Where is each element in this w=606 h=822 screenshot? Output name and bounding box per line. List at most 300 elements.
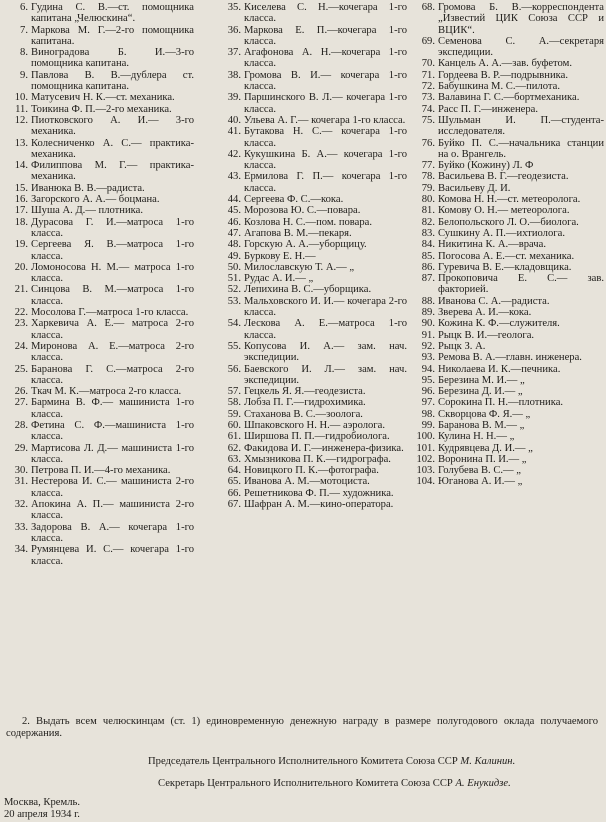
item-text: Буйко П. С.—начальника станции на о. Врангель. xyxy=(438,137,604,160)
item-text: Синцова В. М.—матроса 1-го класса. xyxy=(31,284,194,307)
item-number: 72. xyxy=(421,81,435,93)
item-text: Васильева В. Г.—геодезиста. xyxy=(438,171,569,183)
list-item xyxy=(408,443,604,454)
item-number: 10. xyxy=(14,92,28,104)
list-item xyxy=(217,465,407,476)
item-number: 59. xyxy=(227,408,241,420)
item-number: 93. xyxy=(421,352,435,364)
item-number: 84. xyxy=(421,239,435,251)
item-text: Рыцк З. А. xyxy=(438,340,486,352)
item-number: 78. xyxy=(421,171,435,183)
item-text: Расс П. Г.—инженера. xyxy=(438,103,539,115)
item-number: 86. xyxy=(421,261,435,273)
list-item xyxy=(4,138,194,161)
item-number: 81. xyxy=(421,205,435,217)
list-item xyxy=(408,194,604,205)
item-number: 87. xyxy=(421,273,435,285)
item-text: Буйко (Кожину) Л. Ф xyxy=(438,160,534,172)
item-number: 54. xyxy=(227,318,241,330)
item-text: Мосолова Г.—матроса 1-го класса. xyxy=(31,307,189,319)
item-text: Задорова В. А.— кочегара 1-го класса. xyxy=(31,521,194,544)
item-text: Ткач М. К.—матроса 2-го класса. xyxy=(31,386,182,398)
list-item xyxy=(408,307,604,318)
item-text: Сорокина П. Н.—плотника. xyxy=(438,397,564,409)
list-item xyxy=(4,397,194,420)
item-text: Морозова Ю. С.—повара. xyxy=(244,205,361,217)
item-text: Гецкель Я. Я.—геодезиста. xyxy=(244,386,366,398)
item-text: Новицкого П. К.—фотографа. xyxy=(244,465,379,477)
list-item xyxy=(217,25,407,48)
item-number: 21. xyxy=(14,284,28,296)
list-column-1 xyxy=(4,2,194,567)
item-text: Шпаковского Н. Н.— аэролога. xyxy=(244,419,386,431)
item-number: 24. xyxy=(14,340,28,352)
item-number: 99. xyxy=(421,419,435,431)
item-number: 82. xyxy=(421,216,435,228)
list-item xyxy=(4,205,194,216)
item-text: Гордеева В. Р.—подрывника. xyxy=(438,69,568,81)
item-text: Громова Б. В.—корреспондента „Известий ЦИК Союза ССР и ВЦИК“. xyxy=(438,2,604,36)
list-item xyxy=(4,284,194,307)
item-text: Агапова В. М.—пекаря. xyxy=(244,227,352,239)
item-text: Горскую А. А.—уборщицу. xyxy=(244,239,367,251)
list-item xyxy=(4,183,194,194)
item-number: 94. xyxy=(421,363,435,375)
item-number: 25. xyxy=(14,363,28,375)
item-number: 35. xyxy=(227,2,241,13)
list-item xyxy=(217,2,407,25)
item-text: Сушкину А. П.—ихтиолога. xyxy=(438,227,565,239)
item-text: Голубева В. С.— „ xyxy=(438,465,521,477)
item-number: 74. xyxy=(421,103,435,115)
item-number: 11. xyxy=(15,103,28,115)
item-text: Рудас А. И.— „ xyxy=(244,273,314,285)
item-number: 36. xyxy=(227,24,241,36)
item-text: Копусова И. А.— зам. нач. экспедиции. xyxy=(244,340,407,364)
item-number: 70. xyxy=(421,58,435,70)
item-text: Харкевича А. Е.— матроса 2-го класса. xyxy=(31,318,194,341)
item-number: 57. xyxy=(227,386,241,398)
item-text: Березина Д. И.— „ xyxy=(438,386,523,398)
item-text: Баевского И. Л.— зам. нач. экспедиции. xyxy=(244,363,407,386)
item-number: 61. xyxy=(227,431,241,443)
item-number: 7. xyxy=(20,24,28,36)
item-text: Маркова Е. П.—кочегара 1-го класса. xyxy=(244,24,407,47)
list-item xyxy=(408,296,604,307)
item-text: Загорского А. А.— боцмана. xyxy=(31,194,160,206)
item-text: Нестерова И. С.— машиниста 2-го класса. xyxy=(31,476,194,499)
item-number: 55. xyxy=(227,340,241,352)
list-item xyxy=(217,171,407,194)
list-item xyxy=(4,465,194,476)
list-item xyxy=(408,375,604,386)
list-item xyxy=(408,420,604,431)
item-number: 49. xyxy=(227,250,241,262)
list-item xyxy=(408,81,604,92)
item-number: 101. xyxy=(416,442,435,454)
list-item xyxy=(4,364,194,387)
item-text: Буркову Е. Н.— xyxy=(244,250,316,262)
item-text: Фетина С. Ф.—машиниста 1-го класса. xyxy=(31,419,194,443)
item-text: Бутакова Н. С.— кочегара 1-го класса. xyxy=(244,126,407,149)
item-text: Шуша А. Д.— плотника. xyxy=(31,205,143,217)
list-item xyxy=(408,115,604,138)
item-number: 76. xyxy=(421,137,435,149)
item-text: Юганова А. И.— „ xyxy=(438,476,523,488)
item-text: Погосова А. Е.—ст. механика. xyxy=(438,250,575,262)
item-number: 88. xyxy=(421,295,435,307)
item-text: Сергеева Ф. С.—кока. xyxy=(244,194,344,206)
item-text: Иванюка В. В.—радиста. xyxy=(31,182,145,194)
item-number: 103. xyxy=(416,465,435,477)
item-text: Мальховского И. И.— кочегара 2-го класса. xyxy=(244,295,407,319)
item-number: 50. xyxy=(227,261,241,273)
list-item xyxy=(4,217,194,240)
decree-paragraph: 2. Выдать всем челюскинцам (ст. 1) единовременную денежную награду в размере полугодового оклада получаемого содержания. xyxy=(6,716,598,739)
item-number: 37. xyxy=(227,47,241,59)
list-item xyxy=(4,2,194,25)
item-number: 97. xyxy=(421,397,435,409)
item-text: Прокоповича Е. С.— зав. факторией. xyxy=(438,273,604,296)
item-text: Гуревича В. Е.—кладовщика. xyxy=(438,261,572,273)
list-item xyxy=(408,341,604,352)
item-text: Иванова С. А.—радиста. xyxy=(438,295,550,307)
list-item xyxy=(408,70,604,81)
item-number: 77. xyxy=(421,160,435,172)
item-text: Сергеева Я. В.—матроса 1-го класса. xyxy=(31,239,194,262)
item-text: Березина М. И.— „ xyxy=(438,374,525,386)
list-item xyxy=(408,352,604,363)
item-text: Миронова А. Е.—матроса 2-го класса. xyxy=(31,340,194,364)
item-number: 33. xyxy=(14,521,28,533)
item-text: Филиппова М. Г.— практика-механика. xyxy=(31,160,194,183)
item-text: Кукушкина Б. А.— кочегара 1-го класса. xyxy=(244,148,407,172)
item-text: Баранова Г. С.—матроса 2-го класса. xyxy=(31,363,194,386)
list-item xyxy=(408,92,604,103)
item-text: Комова Н. Н.—ст. метеоролога. xyxy=(438,194,581,206)
item-number: 48. xyxy=(227,239,241,251)
item-text: Баранова В. М.— „ xyxy=(438,419,525,431)
item-number: 19. xyxy=(14,239,28,251)
item-number: 42. xyxy=(227,148,241,160)
item-text: Громова В. И.— кочегара 1-го класса. xyxy=(244,69,407,93)
item-text: Пиотковского А. И.— 3-го механика. xyxy=(31,114,194,138)
item-number: 51. xyxy=(227,273,241,285)
list-item xyxy=(408,183,604,194)
item-number: 6. xyxy=(20,2,28,13)
item-text: Дурасова Г. И.—матроса 1-го класса. xyxy=(31,216,194,239)
item-text: Факидова И. Г.—инженера-физика. xyxy=(244,442,404,454)
item-number: 38. xyxy=(227,69,241,81)
list-item xyxy=(4,239,194,262)
list-item xyxy=(217,296,407,319)
item-number: 104. xyxy=(416,476,435,488)
item-number: 27. xyxy=(14,397,28,409)
item-number: 17. xyxy=(14,205,28,217)
list-column-3 xyxy=(408,2,604,488)
item-number: 96. xyxy=(421,386,435,398)
list-item xyxy=(408,262,604,273)
item-number: 9. xyxy=(20,69,28,81)
item-number: 22. xyxy=(14,307,28,319)
item-text: Виноградова Б. И.—3-го помощника капитана. xyxy=(31,47,194,70)
item-text: Хмызникова П. К.—гидрографа. xyxy=(244,453,391,465)
item-number: 71. xyxy=(421,69,435,81)
list-item xyxy=(408,228,604,239)
list-item xyxy=(217,273,407,284)
list-item xyxy=(217,47,407,70)
item-text: Маркова М. Г.—2-го помощника капитана. xyxy=(31,24,194,47)
item-number: 12. xyxy=(14,114,28,126)
list-item xyxy=(217,239,407,250)
item-text: Белопольского Л. О.—биолога. xyxy=(438,216,579,228)
list-item xyxy=(4,499,194,522)
item-number: 75. xyxy=(421,114,435,126)
list-item xyxy=(408,476,604,487)
list-item xyxy=(408,239,604,250)
list-item xyxy=(4,115,194,138)
item-text: Петрова П. И.—4-го механика. xyxy=(31,465,171,477)
list-item xyxy=(217,217,407,228)
item-number: 46. xyxy=(227,216,241,228)
item-number: 39. xyxy=(227,92,241,104)
item-number: 53. xyxy=(227,295,241,307)
item-number: 23. xyxy=(14,318,28,330)
item-text: Ломоносова Н. М.— матроса 1-го класса. xyxy=(31,261,194,285)
item-text: Румянцева И. С.— кочегара 1-го класса. xyxy=(31,544,194,567)
list-item xyxy=(217,284,407,295)
list-item xyxy=(408,318,604,329)
item-text: Бабушкина М. С.—пилота. xyxy=(438,81,560,93)
list-item xyxy=(4,70,194,93)
item-text: Паршинского В. Л.— кочегара 1-го класса. xyxy=(244,92,407,115)
item-text: Колесниченко А. С.— практика-механика. xyxy=(31,137,194,160)
item-number: 47. xyxy=(227,227,241,239)
signature-secretary xyxy=(158,778,511,790)
list-item xyxy=(408,273,604,296)
list-item xyxy=(408,36,604,59)
list-item xyxy=(217,318,407,341)
list-item xyxy=(408,205,604,216)
item-number: 69. xyxy=(421,35,435,47)
list-item xyxy=(4,386,194,397)
item-number: 31. xyxy=(14,476,28,488)
list-item xyxy=(217,409,407,420)
list-item xyxy=(408,409,604,420)
list-item xyxy=(4,522,194,545)
list-item xyxy=(408,251,604,262)
list-item xyxy=(408,386,604,397)
list-item xyxy=(408,171,604,182)
list-item xyxy=(4,420,194,443)
item-number: 16. xyxy=(14,194,28,206)
list-item xyxy=(217,251,407,262)
list-item xyxy=(217,420,407,431)
item-number: 67. xyxy=(227,499,241,511)
item-number: 90. xyxy=(421,318,435,330)
list-item xyxy=(408,364,604,375)
list-item xyxy=(217,443,407,454)
item-number: 89. xyxy=(421,307,435,319)
list-item xyxy=(217,397,407,408)
item-text: Лепихина В. С.—уборщика. xyxy=(244,284,372,296)
item-text: Семенова С. А.—секретаря экспедиции. xyxy=(438,35,604,59)
item-number: 29. xyxy=(14,442,28,454)
signature-title: Председатель Центрального Исполнительного Комитета Союза ССР xyxy=(148,756,458,767)
item-text: Кожина К. Ф.—служителя. xyxy=(438,318,560,330)
item-number: 66. xyxy=(227,487,241,499)
signature-title: Секретарь Центрального Исполнительного Комитета Союза ССР xyxy=(158,778,453,789)
item-number: 102. xyxy=(416,453,435,465)
item-number: 85. xyxy=(421,250,435,262)
item-text: Милославскую Т. А.— „ xyxy=(244,261,355,273)
list-item xyxy=(4,194,194,205)
item-text: Канцель А. А.—зав. буфетом. xyxy=(438,58,572,70)
item-text: Лескова А. Е.—матроса 1-го класса. xyxy=(244,318,407,341)
signature-chairman xyxy=(148,756,515,768)
list-item xyxy=(217,364,407,387)
item-text: Матусевич Н. К.—ст. механика. xyxy=(31,92,175,104)
list-item xyxy=(217,70,407,93)
item-number: 92. xyxy=(421,340,435,352)
item-text: Ширшова П. П.—гидробиолога. xyxy=(244,431,390,443)
item-text: Лобза П. Г.—гидрохимика. xyxy=(244,397,366,409)
list-item xyxy=(217,92,407,115)
item-number: 62. xyxy=(227,442,241,454)
item-text: Павлова В. В.—дублера ст. помощника капитана. xyxy=(31,69,194,93)
item-text: Ульева А. Г.— кочегара 1-го класса. xyxy=(244,114,406,126)
item-number: 65. xyxy=(227,476,241,488)
item-text: Николаева И. К.—печника. xyxy=(438,363,561,375)
list-item xyxy=(4,318,194,341)
list-item xyxy=(217,115,407,126)
item-number: 13. xyxy=(14,137,28,149)
list-item xyxy=(4,307,194,318)
item-text: Воронина П. И.— „ xyxy=(438,453,527,465)
list-item xyxy=(217,205,407,216)
list-item xyxy=(4,104,194,115)
item-text: Шульман И. П.—студента-исследователя. xyxy=(438,114,604,138)
list-item xyxy=(4,443,194,466)
list-item xyxy=(408,431,604,442)
item-number: 44. xyxy=(227,194,241,206)
list-item xyxy=(4,262,194,285)
list-item xyxy=(4,92,194,103)
list-item xyxy=(217,476,407,487)
item-number: 41. xyxy=(227,126,241,138)
item-text: Иванова А. М.—мотоциста. xyxy=(244,476,370,488)
place-line: Москва, Кремль. xyxy=(4,797,80,808)
item-text: Стаханова В. С.—зоолога. xyxy=(244,408,363,420)
list-item xyxy=(4,25,194,48)
list-item xyxy=(408,454,604,465)
item-text: Тоикина Ф. П.—2-го механика. xyxy=(31,103,172,115)
list-item xyxy=(408,465,604,476)
item-text: Апокина А. П.— машиниста 2-го класса. xyxy=(31,499,194,522)
list-item xyxy=(217,262,407,273)
item-number: 30. xyxy=(14,465,28,477)
list-item xyxy=(4,476,194,499)
list-item xyxy=(217,386,407,397)
item-text: Комову О. Н.— метеоролога. xyxy=(438,205,570,217)
list-item xyxy=(4,341,194,364)
item-number: 20. xyxy=(14,261,28,273)
list-item xyxy=(408,138,604,161)
list-item xyxy=(217,228,407,239)
item-text: Скворцова Ф. Я.— „ xyxy=(438,408,531,420)
item-number: 8. xyxy=(20,47,28,59)
list-item xyxy=(217,341,407,364)
list-item xyxy=(408,217,604,228)
item-text: Решетникова Ф. П.— художника. xyxy=(244,487,394,499)
item-number: 32. xyxy=(14,499,28,511)
item-number: 15. xyxy=(14,182,28,194)
list-item xyxy=(4,544,194,567)
item-number: 18. xyxy=(14,216,28,228)
list-item xyxy=(4,160,194,183)
item-number: 14. xyxy=(14,160,28,172)
list-item xyxy=(408,58,604,69)
item-text: Валавина Г. С.—бортмеханика. xyxy=(438,92,580,104)
item-text: Агафонова А. Н.—кочегара 1-го класса. xyxy=(244,47,407,70)
item-text: Шафран А. М.—кино-оператора. xyxy=(244,499,394,511)
item-number: 79. xyxy=(421,182,435,194)
item-text: Рыцк В. И.—геолога. xyxy=(438,329,535,341)
list-column-2 xyxy=(217,2,407,510)
item-number: 73. xyxy=(421,92,435,104)
list-item xyxy=(217,194,407,205)
item-number: 95. xyxy=(421,374,435,386)
item-number: 43. xyxy=(227,171,241,183)
list-item xyxy=(217,454,407,465)
item-number: 34. xyxy=(14,544,28,556)
item-text: Киселева С. Н.—кочегара 1-го класса. xyxy=(244,2,407,25)
list-item xyxy=(408,2,604,36)
list-item xyxy=(408,160,604,171)
list-item xyxy=(217,149,407,172)
item-number: 52. xyxy=(227,284,241,296)
signature-name: А. Енукидзе. xyxy=(455,778,511,789)
item-text: Мартисова Л. Д.— машиниста 1-го класса. xyxy=(31,442,194,465)
item-number: 83. xyxy=(421,227,435,239)
list-item xyxy=(4,47,194,70)
item-number: 64. xyxy=(227,465,241,477)
item-text: Васильеву Д. И. xyxy=(438,182,511,194)
date-line: 20 апреля 1934 г. xyxy=(4,809,80,820)
item-number: 98. xyxy=(421,408,435,420)
item-number: 100. xyxy=(416,431,435,443)
list-item xyxy=(217,499,407,510)
item-text: Ермилова Г. П.— кочегара 1-го класса. xyxy=(244,171,407,194)
list-item xyxy=(408,104,604,115)
item-text: Бармина В. Ф.— машиниста 1-го класса. xyxy=(31,397,194,420)
item-text: Кулина Н. Н.— „ xyxy=(438,431,515,443)
item-text: Кудрявцева Д. И.— „ xyxy=(438,442,533,454)
list-item xyxy=(217,488,407,499)
list-item xyxy=(408,330,604,341)
item-number: 91. xyxy=(421,329,435,341)
item-number: 63. xyxy=(227,453,241,465)
item-number: 56. xyxy=(227,363,241,375)
item-number: 26. xyxy=(14,386,28,398)
item-number: 68. xyxy=(421,2,435,13)
item-text: Ремова В. А.—главн. инженера. xyxy=(438,352,582,364)
item-text: Зверева А. И.—кока. xyxy=(438,307,532,319)
item-text: Никитина К. А.—врача. xyxy=(438,239,546,251)
list-item xyxy=(408,397,604,408)
item-text: Гудина С. В.—ст. помощника капитана „Челюскина“. xyxy=(31,2,194,25)
item-number: 60. xyxy=(227,419,241,431)
